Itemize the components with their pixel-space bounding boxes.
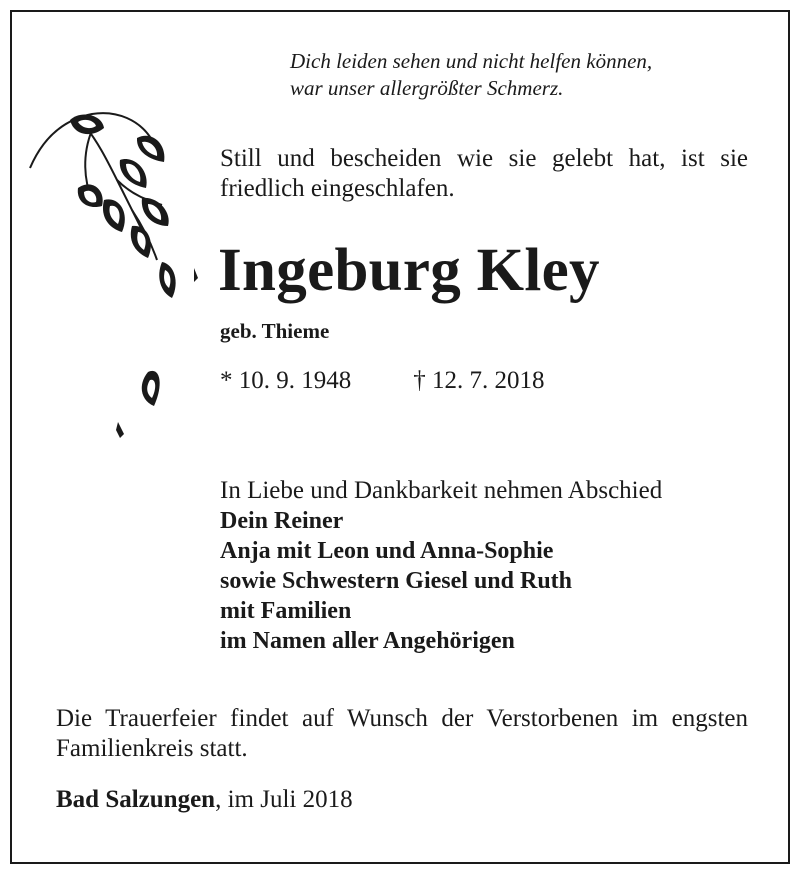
birth-date: * 10. 9. 1948 xyxy=(220,367,352,394)
place-city: Bad Salzungen xyxy=(56,786,216,813)
quote-line-1: Dich leiden sehen und nicht helfen können, xyxy=(290,49,653,73)
intro-text: Still und bescheiden wie sie gelebt hat, ist sie friedlich eingeschlafen. xyxy=(220,145,748,202)
place-date: , im Juli 2018 xyxy=(215,786,353,813)
farewell-block xyxy=(220,476,662,656)
birch-branch-icon xyxy=(22,100,222,450)
deceased-name: Ingeburg Kley xyxy=(218,237,600,304)
maiden-name: geb. Thieme xyxy=(220,319,330,343)
service-note: Die Trauerfeier findet auf Wunsch der Verstorbenen im engsten Familienkreis statt. xyxy=(56,705,748,762)
mourner-line: Anja mit Leon und Anna-Sophie xyxy=(220,538,554,564)
quote-line-2: war unser allergrößter Schmerz. xyxy=(290,76,564,100)
place-date-line xyxy=(56,785,353,815)
mourner-line: mit Familien xyxy=(220,598,352,624)
mourner-line: sowie Schwestern Giesel und Ruth xyxy=(220,568,573,594)
epigraph-quote xyxy=(290,48,750,102)
life-dates xyxy=(220,366,545,396)
death-date: † 12. 7. 2018 xyxy=(413,367,545,394)
mourner-line: Dein Reiner xyxy=(220,508,344,534)
mourner-line: im Namen aller Angehörigen xyxy=(220,628,515,654)
farewell-intro: In Liebe und Dankbarkeit nehmen Abschied xyxy=(220,477,663,504)
